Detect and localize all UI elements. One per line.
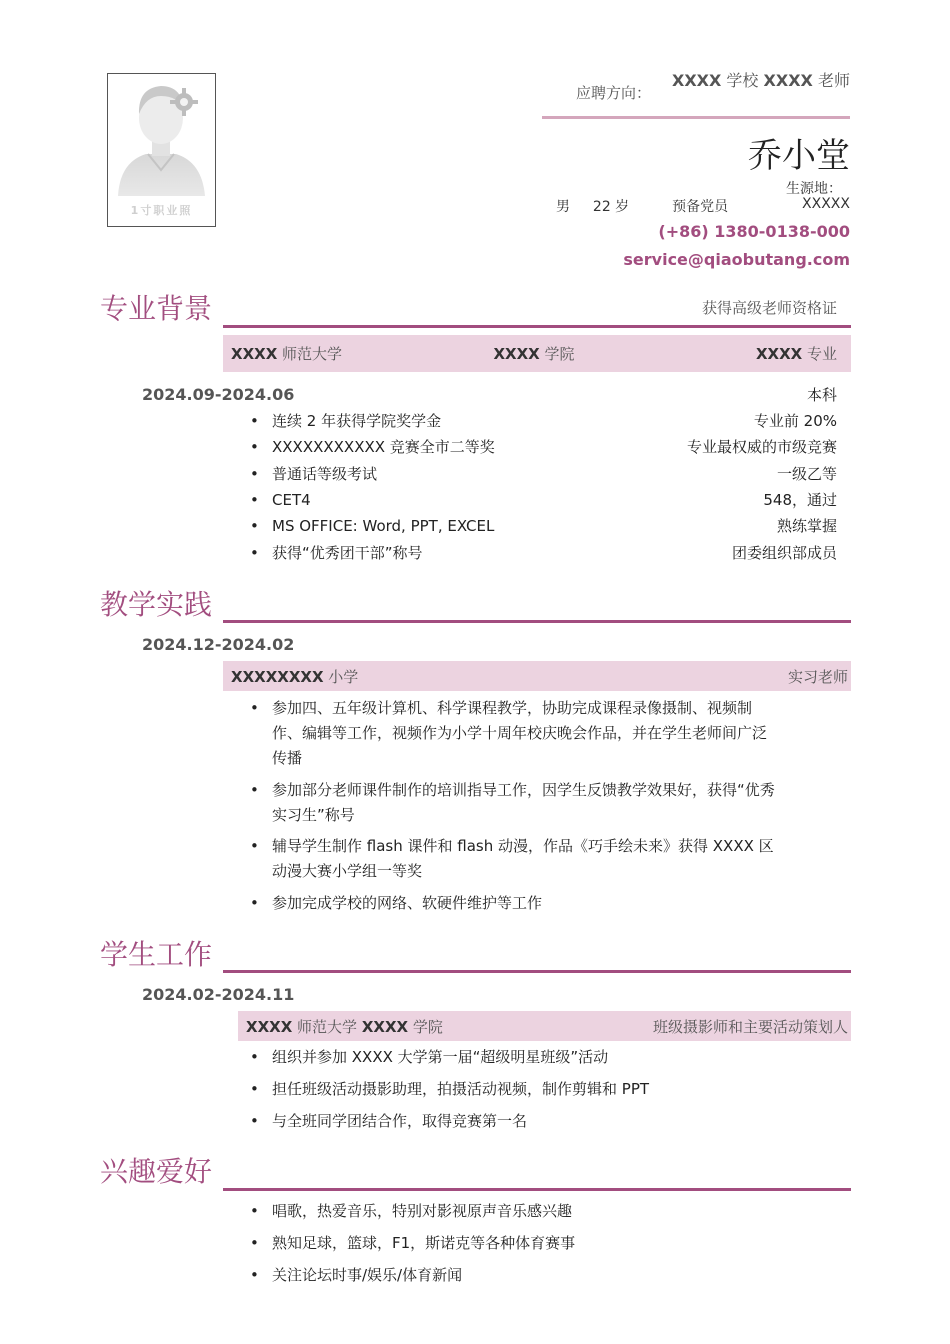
personal-info bbox=[556, 196, 728, 216]
teaching-org-text: 小学 bbox=[323, 667, 359, 686]
gender: 男 bbox=[556, 199, 570, 215]
student-work-org-bold-2: XXXX bbox=[361, 1017, 409, 1036]
major-name-bold: XXXX bbox=[755, 345, 803, 363]
education-item bbox=[250, 435, 495, 460]
major-name-text: 专业 bbox=[802, 345, 837, 363]
education-item-detail: 熟练掌握 bbox=[776, 517, 837, 536]
student-work-org-text-1: 师范大学 bbox=[292, 1017, 362, 1036]
candidate-name: 乔小堂 bbox=[748, 136, 850, 176]
header-divider bbox=[542, 116, 850, 119]
education-item bbox=[250, 541, 423, 566]
school-name-text: 师范大学 bbox=[277, 345, 343, 363]
education-item-text: • 获得“优秀团干部”称号 bbox=[272, 543, 423, 562]
college-name-text: 学院 bbox=[539, 345, 575, 363]
hobby-item bbox=[250, 1199, 572, 1224]
teaching-item-text: • 参加四、五年级计算机、科学课程教学，协助完成课程录像摄制、视频制作、编辑等工作，视频作为小学十周年校庆晚会作品，并在学生老师间广泛传播 bbox=[272, 699, 768, 767]
education-date: 2024.09-2024.06 bbox=[142, 385, 295, 404]
apply-direction-part: 老师 bbox=[812, 71, 850, 90]
teaching-role: 实习老师 bbox=[787, 667, 848, 686]
origin-value: XXXXX bbox=[802, 196, 850, 212]
education-item-text: • MS OFFICE: Word, PPT, EXCEL bbox=[272, 517, 495, 536]
student-work-item-text: • 组织并参加 XXXX 大学第一届“超级明星班级”活动 bbox=[272, 1048, 609, 1066]
hobby-item bbox=[250, 1231, 575, 1256]
section-title-hobbies: 兴趣爱好 bbox=[100, 1155, 213, 1188]
hobby-item-text: • 唱歌，热爱音乐，特别对影视原声音乐感兴趣 bbox=[272, 1202, 573, 1220]
school-name-bold: XXXX bbox=[231, 345, 278, 363]
teaching-item bbox=[250, 696, 780, 771]
teaching-org-bold: XXXXXXXX bbox=[231, 667, 324, 686]
education-item-detail: 专业最权威的市级竞赛 bbox=[686, 438, 837, 457]
student-work-date: 2024.02-2024.11 bbox=[142, 985, 295, 1004]
hobby-item bbox=[250, 1263, 462, 1288]
education-item-text: • 连续 2 年获得学院奖学金 bbox=[272, 412, 442, 430]
email-address: service@qiaobutang.com bbox=[623, 250, 850, 269]
teaching-item-text: • 辅导学生制作 flash 课件和 flash 动漫，作品《巧手绘未来》获得 XXXX 区动漫大赛小学组一等奖 bbox=[272, 837, 774, 880]
teaching-date: 2024.12-2024.02 bbox=[142, 635, 295, 654]
profile-photo bbox=[107, 73, 216, 227]
apply-direction-label: 应聘方向： bbox=[576, 84, 652, 102]
student-work-item bbox=[250, 1045, 608, 1070]
education-item-detail: 团委组织部成员 bbox=[731, 543, 837, 562]
apply-direction-part: XXXX bbox=[763, 71, 813, 90]
age: 22 岁 bbox=[592, 199, 630, 215]
student-work-org-text-2: 学院 bbox=[408, 1017, 443, 1036]
photo-caption: 1寸职业照 bbox=[130, 204, 193, 217]
section-divider-teaching bbox=[223, 620, 851, 623]
education-item-detail: 548，通过 bbox=[763, 490, 837, 509]
education-item bbox=[250, 462, 377, 487]
education-item-detail: 一级乙等 bbox=[776, 464, 837, 483]
student-work-item-text: • 担任班级活动摄影助理，拍摄活动视频，制作剪辑和 PPT bbox=[272, 1080, 650, 1098]
degree: 本科 bbox=[806, 386, 837, 404]
teaching-bar bbox=[223, 661, 851, 691]
teaching-item bbox=[250, 891, 780, 916]
certificate-note: 获得高级老师资格证 bbox=[701, 299, 837, 317]
education-item-detail: 专业前 20% bbox=[753, 412, 837, 430]
section-divider-hobbies bbox=[223, 1188, 851, 1191]
teaching-item bbox=[250, 834, 780, 884]
education-item bbox=[250, 514, 494, 539]
student-work-item bbox=[250, 1077, 649, 1102]
student-work-role: 班级摄影师和主要活动策划人 bbox=[652, 1017, 848, 1036]
apply-direction-value bbox=[672, 71, 850, 91]
education-item bbox=[250, 409, 441, 434]
college-name-bold: XXXX bbox=[493, 345, 540, 363]
education-item-text: • CET4 bbox=[272, 490, 311, 509]
student-work-org-bold-1: XXXX bbox=[246, 1017, 293, 1036]
apply-direction-part: 学校 bbox=[721, 71, 764, 90]
teaching-item-text: • 参加部分老师课件制作的培训指导工作，因学生反馈教学效果好，获得“优秀实习生”称号 bbox=[272, 781, 775, 824]
section-divider-student-work bbox=[223, 970, 851, 973]
section-title-student-work: 学生工作 bbox=[100, 938, 213, 971]
student-work-item-text: • 与全班同学团结合作，取得竞赛第一名 bbox=[272, 1112, 528, 1130]
hobby-item-text: • 关注论坛时事/娱乐/体育新闻 bbox=[272, 1266, 463, 1284]
hobby-item-text: • 熟知足球，篮球，F1，斯诺克等各种体育赛事 bbox=[272, 1234, 576, 1252]
teaching-item-text: • 参加完成学校的网络、软硬件维护等工作 bbox=[272, 894, 543, 912]
teaching-item bbox=[250, 778, 780, 828]
section-title-teaching: 教学实践 bbox=[100, 588, 213, 621]
origin-label: 生源地： bbox=[786, 181, 842, 197]
education-item-text: • 普通话等级考试 bbox=[272, 464, 378, 483]
education-item-text: • XXXXXXXXXXX 竞赛全市二等奖 bbox=[272, 438, 495, 457]
section-divider-education bbox=[223, 325, 851, 328]
phone-number: (+86) 1380-0138-000 bbox=[658, 222, 850, 241]
education-bar bbox=[223, 335, 851, 372]
apply-direction-part: XXXX bbox=[672, 71, 722, 90]
student-work-item bbox=[250, 1109, 527, 1134]
student-work-bar bbox=[238, 1011, 851, 1041]
education-item bbox=[250, 488, 311, 513]
section-title-education: 专业背景 bbox=[100, 292, 213, 325]
political-status: 预备党员 bbox=[672, 199, 729, 215]
